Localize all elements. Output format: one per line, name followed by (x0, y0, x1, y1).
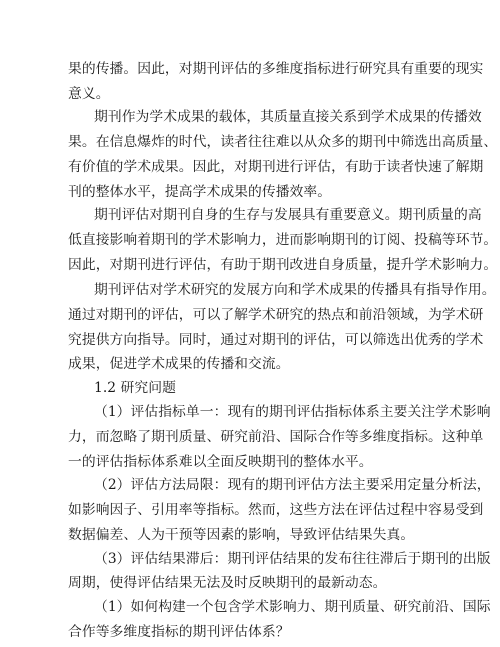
text-line: 究提供方向指导。同时，通过对期刊的评估，可以筛选出优秀的学术 (68, 332, 484, 348)
text-line: 期刊作为学术成果的载体，其质量直接关系到学术成果的传播效 (94, 109, 482, 125)
text-line: 刊的整体水平，提高学术成果的传播效率。 (68, 184, 332, 200)
text-line: 期刊评估对期刊自身的生存与发展具有重要意义。期刊质量的高 (94, 207, 482, 223)
text-line: 有价值的学术成果。因此，对期刊进行评估，有助于读者快速了解期 (68, 159, 484, 175)
text-line: 果的传播。因此，对期刊评估的多维度指标进行研究具有重要的现实 (68, 61, 484, 77)
text-line: （1）评估指标单一：现有的期刊评估指标体系主要关注学术影响 (94, 404, 491, 420)
text-line: 一的评估指标体系难以全面反映期刊的整体水平。 (68, 454, 373, 470)
text-line: 果。在信息爆炸的时代，读者往往难以从众多的期刊中筛选出高质量、 (68, 134, 498, 150)
text-line: 如影响因子、引用率等指标。然而，这些方法在评估过程中容易受到 (68, 502, 484, 518)
text-line: 意义。 (68, 86, 110, 102)
text-line: 成果，促进学术成果的传播和交流。 (68, 356, 290, 372)
text-line: 合作等多维度指标的期刊评估体系？ (68, 624, 290, 640)
text-line: 因此，对期刊进行评估，有助于期刊改进自身质量，提升学术影响力。 (68, 257, 498, 273)
text-line: （1）如何构建一个包含学术影响力、期刊质量、研究前沿、国际 (94, 599, 491, 615)
text-line: 数据偏差、人为干预等因素的影响，导致评估结果失真。 (68, 527, 415, 543)
text-line: 周期，使得评估结果无法及时反映期刊的最新动态。 (68, 575, 387, 591)
text-line: （2）评估方法局限：现有的期刊评估方法主要采用定量分析法， (94, 477, 491, 493)
text-line: 期刊评估对学术研究的发展方向和学术成果的传播具有指导作用。 (94, 282, 496, 298)
text-line: 通过对期刊的评估，可以了解学术研究的热点和前沿领域，为学术研 (68, 307, 484, 323)
section-heading: 1.2 研究问题 (94, 380, 176, 396)
text-line: （3）评估结果滞后：期刊评估结果的发布往往滞后于期刊的出版 (94, 551, 491, 567)
text-line: 力，而忽略了期刊质量、研究前沿、国际合作等多维度指标。这种单 (68, 429, 484, 445)
text-line: 低直接影响着期刊的学术影响力，进而影响期刊的订阅、投稿等环节。 (68, 232, 498, 248)
